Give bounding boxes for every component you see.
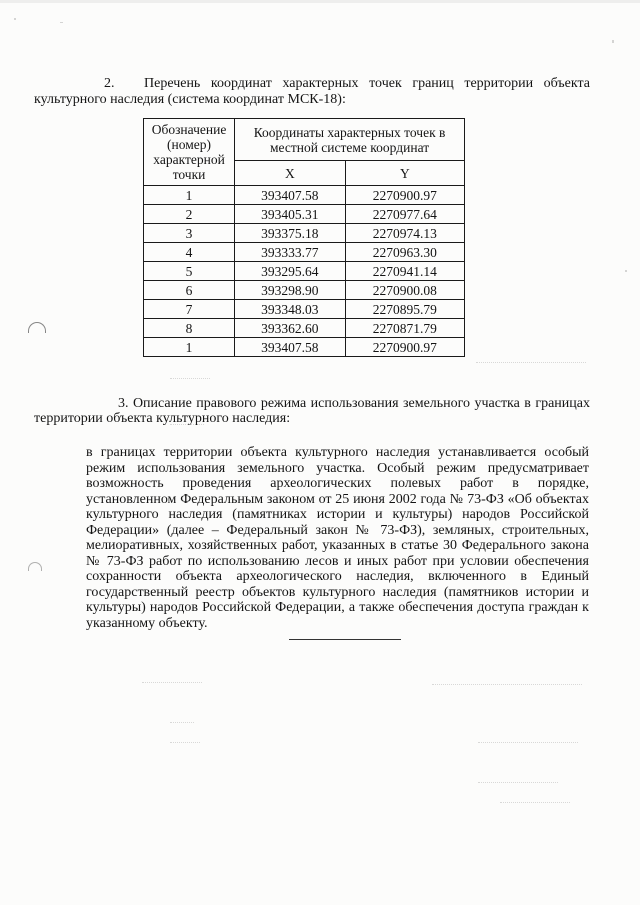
point-number-cell: 5 <box>144 262 235 281</box>
separator-line <box>289 639 401 640</box>
point-number-cell: 2 <box>144 205 235 224</box>
coordinates-table-body <box>144 186 465 357</box>
y-coordinate-cell: 2270977.64 <box>345 205 464 224</box>
section-2-number: 2. <box>104 76 115 91</box>
y-coordinate-cell: 2270974.13 <box>345 224 464 243</box>
x-coordinate-cell: 393405.31 <box>235 205 346 224</box>
y-coordinate-cell: 2270900.97 <box>345 186 464 205</box>
table-row <box>144 338 465 357</box>
x-coordinate-cell: 393333.77 <box>235 243 346 262</box>
x-coordinate-cell: 393295.64 <box>235 262 346 281</box>
header-x: X <box>235 161 346 186</box>
y-coordinate-cell: 2270871.79 <box>345 319 464 338</box>
x-coordinate-cell: 393375.18 <box>235 224 346 243</box>
table-row <box>144 300 465 319</box>
table-row <box>144 224 465 243</box>
table-row <box>144 243 465 262</box>
y-coordinate-cell: 2270941.14 <box>345 262 464 281</box>
x-coordinate-cell: 393298.90 <box>235 281 346 300</box>
x-coordinate-cell: 393348.03 <box>235 300 346 319</box>
coordinates-table <box>143 118 465 357</box>
x-coordinate-cell: 393407.58 <box>235 186 346 205</box>
point-number-cell: 8 <box>144 319 235 338</box>
point-number-cell: 1 <box>144 186 235 205</box>
table-row <box>144 281 465 300</box>
point-number-cell: 1 <box>144 338 235 357</box>
scan-mark-left <box>28 322 46 333</box>
header-y: Y <box>345 161 464 186</box>
x-coordinate-cell: 393407.58 <box>235 338 346 357</box>
section-3-paragraph: 3. Описание правового режима использования земельного участка в границах территории объекта культурного наследия: <box>34 396 590 426</box>
header-coordinates: Координаты характерных точек в местной системе координат <box>235 119 465 161</box>
header-point-designation: Обозначение (номер) характерной точки <box>144 119 235 186</box>
legal-regime-paragraph: в границах территории объекта культурного наследия устанавливается особый режим использования земельного участка. Особый режим предусматривает возможность проведения археологических полевых работ в порядке, установленном Федеральным законом от 25 июня 2002 года № 73-ФЗ «Об объектах культурного наследия (памятниках истории и культуры) народов Российской Федерации» (далее – Федеральный закон № 73-ФЗ), земляных, строительных, мелиоративных, хозяйственных работ, указанных в статье 30 Федерального закона № 73-ФЗ работ по использованию лесов и иных работ при условии обеспечения сохранности объекта археологического наследия, включенного в Единый государственный реестр объектов культурного наследия (памятников истории и культуры) народов Российской Федерации, а также обеспечения доступа граждан к указанному объекту. <box>86 445 589 631</box>
bleed-through <box>476 362 586 373</box>
y-coordinate-cell: 2270895.79 <box>345 300 464 319</box>
table-row <box>144 319 465 338</box>
y-coordinate-cell: 2270900.08 <box>345 281 464 300</box>
y-coordinate-cell: 2270900.97 <box>345 338 464 357</box>
point-number-cell: 3 <box>144 224 235 243</box>
scan-mark-left-lower <box>28 562 42 571</box>
table-row <box>144 186 465 205</box>
table-row <box>144 262 465 281</box>
point-number-cell: 4 <box>144 243 235 262</box>
point-number-cell: 6 <box>144 281 235 300</box>
section-2-text: Перечень координат характерных точек границ территории объекта культурного наследия (система координат МСК-18): <box>34 76 590 107</box>
point-number-cell: 7 <box>144 300 235 319</box>
x-coordinate-cell: 393362.60 <box>235 319 346 338</box>
section-2-paragraph <box>34 76 590 108</box>
y-coordinate-cell: 2270963.30 <box>345 243 464 262</box>
table-row <box>144 205 465 224</box>
